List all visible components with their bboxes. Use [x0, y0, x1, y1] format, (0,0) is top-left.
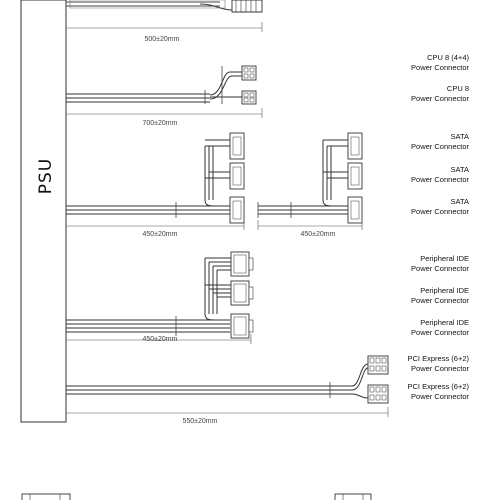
- dim-label: 450±20mm: [300, 231, 336, 238]
- dim-label: 700±20mm: [142, 120, 178, 127]
- cable-sata-1: [66, 133, 244, 223]
- dimension-sata-2: [258, 220, 362, 238]
- svg-text:Power Connector: Power Connector: [411, 392, 469, 401]
- dimension-sata-1: [66, 220, 244, 238]
- cable-sata-2: [258, 133, 362, 223]
- dim-label: 500±20mm: [144, 36, 180, 43]
- svg-text:PCI Express (6+2): PCI Express (6+2): [407, 382, 469, 391]
- svg-text:SATA: SATA: [450, 165, 469, 174]
- svg-text:CPU 8 (4+4): CPU 8 (4+4): [427, 53, 469, 62]
- dimension-top: [66, 22, 262, 43]
- label-cpu-8-4-4: [411, 53, 469, 72]
- bottom-connector-right: [335, 494, 371, 500]
- label-pcie-1: [408, 354, 470, 373]
- dimension-cpu: [66, 108, 262, 127]
- label-pcie-2: [408, 382, 470, 401]
- bottom-connector-left: [22, 494, 70, 500]
- dimension-ide: [66, 334, 251, 344]
- psu-label: PSU: [36, 157, 56, 195]
- label-ide-1: [411, 254, 469, 273]
- svg-text:Peripheral IDE: Peripheral IDE: [420, 318, 469, 327]
- ide-connector-1: [231, 252, 249, 276]
- label-sata-1: [411, 132, 469, 151]
- ide-connector-2: [231, 281, 249, 305]
- svg-text:SATA: SATA: [450, 132, 469, 141]
- dim-label: 450±20mm: [142, 231, 178, 238]
- svg-text:Power Connector: Power Connector: [411, 63, 469, 72]
- label-sata-2: [411, 165, 469, 184]
- dimension-pcie: [66, 407, 388, 425]
- svg-text:Power Connector: Power Connector: [411, 142, 469, 151]
- main-power-connector: [232, 0, 262, 12]
- cable-cpu: [66, 66, 256, 104]
- svg-text:PCI Express (6+2): PCI Express (6+2): [407, 354, 469, 363]
- svg-text:Power Connector: Power Connector: [411, 207, 469, 216]
- svg-text:Power Connector: Power Connector: [411, 94, 469, 103]
- label-cpu-8: [411, 84, 469, 103]
- label-sata-3: [411, 197, 469, 216]
- svg-text:Power Connector: Power Connector: [411, 175, 469, 184]
- psu-box: [21, 0, 66, 422]
- pcie-connector-2: [368, 385, 388, 403]
- dim-label: 550±20mm: [182, 418, 218, 425]
- label-ide-3: [411, 318, 469, 337]
- svg-text:Power Connector: Power Connector: [411, 264, 469, 273]
- svg-text:Power Connector: Power Connector: [411, 364, 469, 373]
- dim-label: 450±20mm: [142, 336, 178, 343]
- svg-text:SATA: SATA: [450, 197, 469, 206]
- svg-text:Power Connector: Power Connector: [411, 328, 469, 337]
- svg-text:Peripheral IDE: Peripheral IDE: [420, 286, 469, 295]
- svg-text:Peripheral IDE: Peripheral IDE: [420, 254, 469, 263]
- svg-text:CPU 8: CPU 8: [446, 84, 469, 93]
- pcie-connector-1: [368, 356, 388, 374]
- cable-pcie: [66, 356, 388, 403]
- svg-text:Power Connector: Power Connector: [411, 296, 469, 305]
- cable-top: [66, 0, 262, 12]
- ide-connector-3: [231, 314, 249, 338]
- label-ide-2: [411, 286, 469, 305]
- cable-ide: [66, 252, 253, 338]
